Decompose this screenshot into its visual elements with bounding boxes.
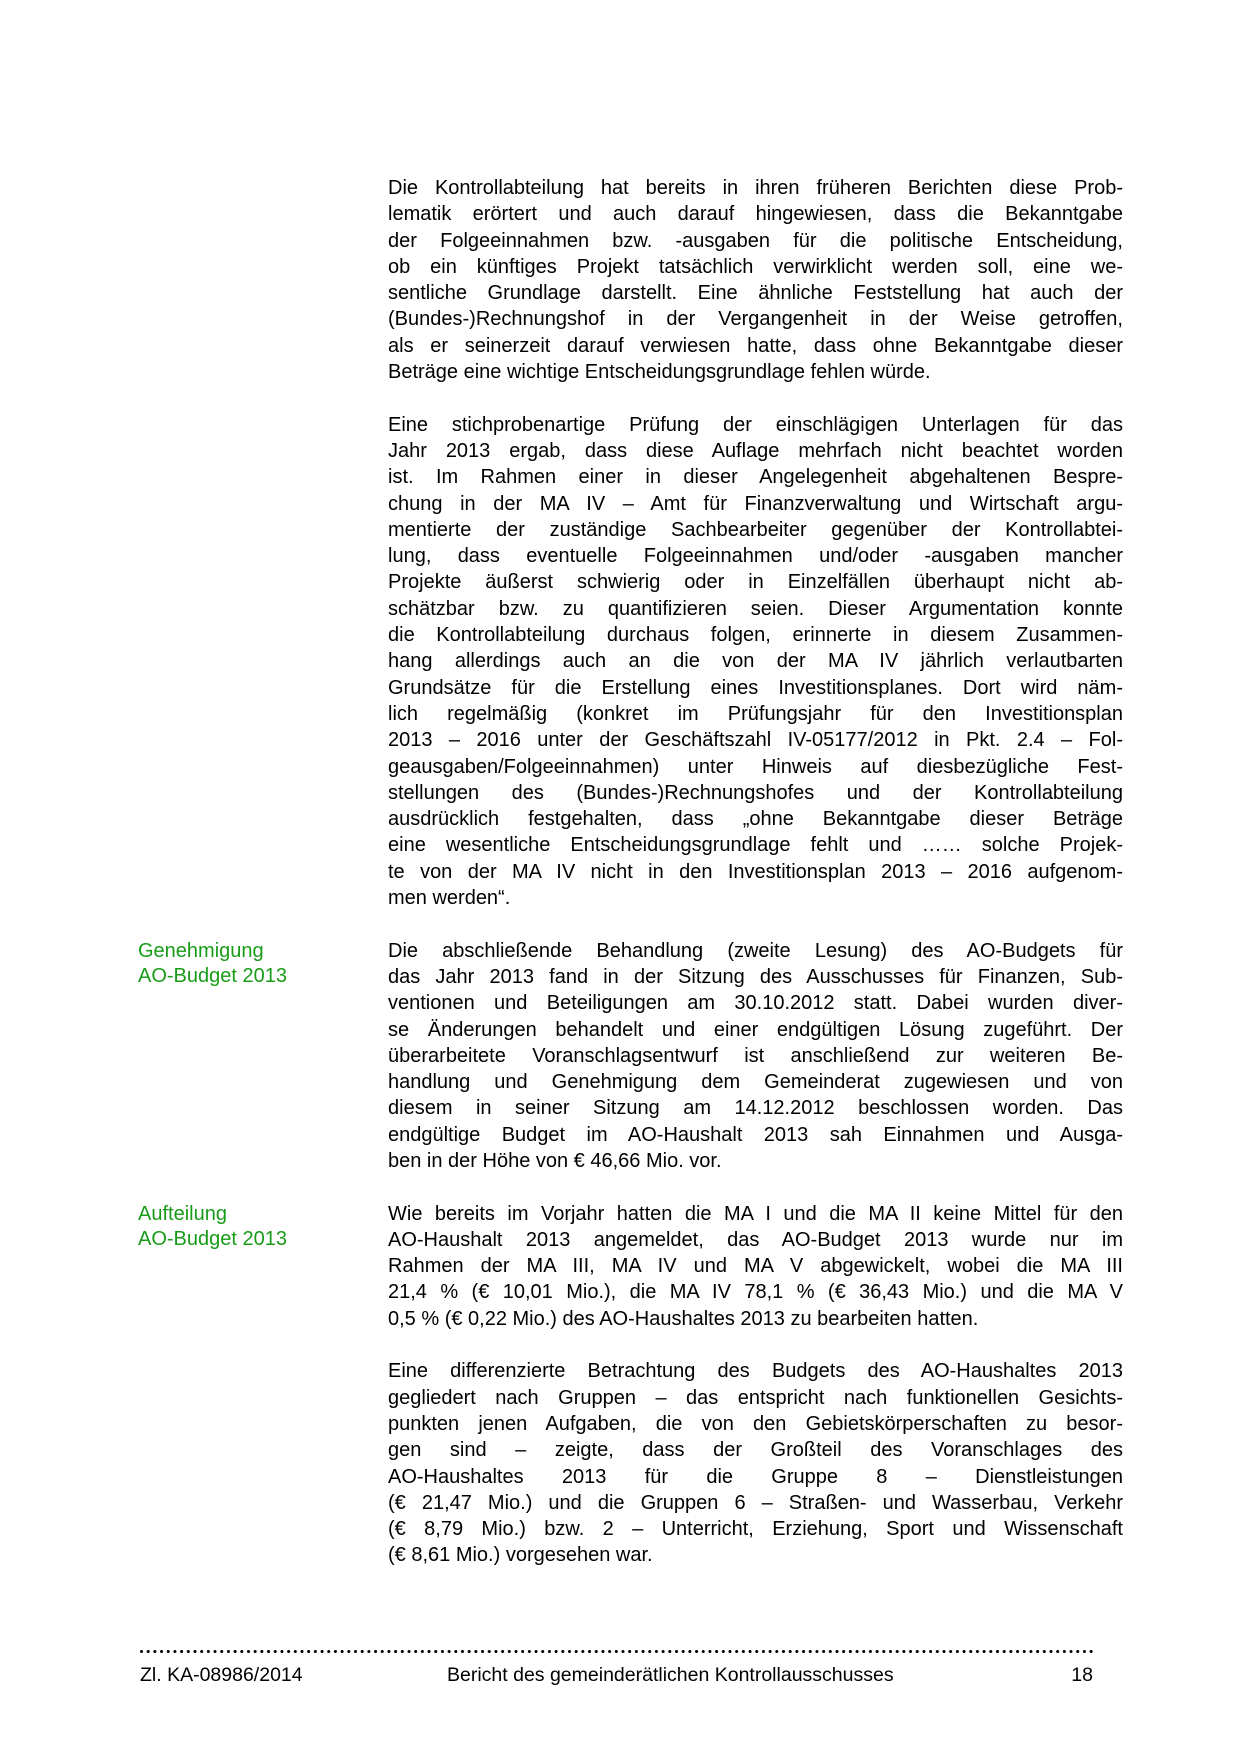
text-line: AO-Haushalt 2013 angemeldet, das AO-Budget 2013 wurde nur im (388, 1228, 1123, 1251)
page-footer (140, 1661, 1093, 1689)
text-line: 21,4 % (€ 10,01 Mio.), die MA IV 78,1 % (€ 36,43 Mio.) und die MA V (388, 1281, 1123, 1304)
margin-note-line: Aufteilung (138, 1202, 227, 1225)
text-line: die Kontrollabteilung durchaus folgen, erinnerte in diesem Zusammen- (388, 624, 1123, 647)
margin-note-line: AO-Budget 2013 (138, 965, 287, 988)
text-line: Eine stichprobenartige Prüfung der einschlägigen Unterlagen für das (388, 413, 1123, 436)
margin-note-line: AO-Budget 2013 (138, 1228, 287, 1251)
footer-reference: Zl. KA-08986/2014 (140, 1664, 303, 1686)
text-line: Wie bereits im Vorjahr hatten die MA I und die MA II keine Mittel für den (388, 1202, 1123, 1225)
text-line: chung in der MA IV – Amt für Finanzverwaltung und Wirtschaft argu- (388, 492, 1123, 515)
text-line: Projekte äußerst schwierig oder in Einzelfällen überhaupt nicht ab- (388, 571, 1123, 594)
text-line: 0,5 % (€ 0,22 Mio.) des AO-Haushaltes 2013 zu bearbeiten hatten. (388, 1307, 979, 1330)
text-line: handlung und Genehmigung dem Gemeinderat zugewiesen und von (388, 1071, 1123, 1094)
text-line: Beträge eine wichtige Entscheidungsgrundlage fehlen würde. (388, 361, 931, 384)
text-line: lung, dass eventuelle Folgeeinnahmen und/oder -ausgaben mancher (388, 545, 1123, 568)
margin-note (138, 1202, 383, 1253)
footer-separator (140, 1650, 1093, 1653)
margin-note-line: Genehmigung (138, 939, 264, 962)
text-line: sentliche Grundlage darstellt. Eine ähnliche Feststellung hat auch der (388, 282, 1123, 305)
text-line: ist. Im Rahmen einer in dieser Angelegenheit abgehaltenen Bespre- (388, 466, 1123, 489)
footer-page-number: 18 (1071, 1664, 1093, 1686)
text-line: (€ 8,79 Mio.) bzw. 2 – Unterricht, Erziehung, Sport und Wissenschaft (388, 1518, 1123, 1541)
margin-note (138, 939, 383, 990)
text-line: überarbeitete Voranschlagsentwurf ist anschließend zur weiteren Be- (388, 1044, 1123, 1067)
text-line: mentierte der zuständige Sachbearbeiter gegenüber der Kontrollabtei- (388, 518, 1123, 541)
text-line: gen sind – zeigte, dass der Großteil des Voranschlages des (388, 1439, 1123, 1462)
text-line: stellungen des (Bundes-)Rechnungshofes und der Kontrollabteilung (388, 781, 1123, 804)
paragraph (388, 1358, 1123, 1568)
text-line: se Änderungen behandelt und einer endgültigen Lösung zugeführt. Der (388, 1018, 1123, 1041)
text-line: schätzbar bzw. zu quantifizieren seien. Dieser Argumentation konnte (388, 597, 1123, 620)
text-line: ausdrücklich festgehalten, dass „ohne Bekanntgabe dieser Beträge (388, 808, 1123, 831)
text-line: (€ 8,61 Mio.) vorgesehen war. (388, 1544, 653, 1567)
text-line: Die Kontrollabteilung hat bereits in ihren früheren Berichten diese Prob- (388, 177, 1123, 199)
text-line: lich regelmäßig (konkret im Prüfungsjahr für den Investitionsplan (388, 702, 1123, 725)
text-line: das Jahr 2013 fand in der Sitzung des Ausschusses für Finanzen, Sub- (388, 965, 1123, 988)
paragraph (388, 412, 1123, 912)
text-line: Die abschließende Behandlung (zweite Lesung) des AO-Budgets für (388, 939, 1123, 962)
text-line: punkten jenen Aufgaben, die von den Gebietskörperschaften zu besor- (388, 1412, 1123, 1435)
text-line: (Bundes-)Rechnungshof in der Vergangenheit in der Weise getroffen, (388, 308, 1123, 331)
footer-title: Bericht des gemeinderätlichen Kontrollausschusses (447, 1664, 894, 1686)
paragraph (138, 1201, 1123, 1332)
text-line: ben in der Höhe von € 46,66 Mio. vor. (388, 1149, 722, 1172)
text-line: lematik erörtert und auch darauf hingewiesen, dass die Bekanntgabe (388, 203, 1123, 226)
paragraph (388, 175, 1123, 385)
text-line: der Folgeeinnahmen bzw. -ausgaben für die politische Entscheidung, (388, 229, 1123, 252)
text-line: als er seinerzeit darauf verwiesen hatte, dass ohne Bekanntgabe dieser (388, 334, 1123, 357)
text-line: ob ein künftiges Projekt tatsächlich verwirklicht werden soll, eine we- (388, 255, 1123, 278)
text-line: endgültige Budget im AO-Haushalt 2013 sah Einnahmen und Ausga- (388, 1123, 1123, 1146)
text-line: (€ 21,47 Mio.) und die Gruppen 6 – Straßen- und Wasserbau, Verkehr (388, 1491, 1123, 1514)
text-line: geausgaben/Folgeeinnahmen) unter Hinweis auf diesbezügliche Fest- (388, 755, 1123, 778)
text-line: eine wesentliche Entscheidungsgrundlage fehlt und …… solche Projek- (388, 834, 1123, 857)
text-line: Eine differenzierte Betrachtung des Budgets des AO-Haushaltes 2013 (388, 1360, 1123, 1383)
text-line: Rahmen der MA III, MA IV und MA V abgewickelt, wobei die MA III (388, 1255, 1123, 1278)
document-body (138, 175, 1123, 1595)
text-line: te von der MA IV nicht in den Investitionsplan 2013 – 2016 aufgenom- (388, 860, 1123, 883)
text-line: 2013 – 2016 unter der Geschäftszahl IV-05177/2012 in Pkt. 2.4 – Fol- (388, 729, 1123, 752)
text-line: AO-Haushaltes 2013 für die Gruppe 8 – Dienstleistungen (388, 1465, 1123, 1488)
text-line: diesem in seiner Sitzung am 14.12.2012 beschlossen worden. Das (388, 1097, 1123, 1120)
text-line: Jahr 2013 ergab, dass diese Auflage mehrfach nicht beachtet worden (388, 439, 1123, 462)
paragraph (138, 938, 1123, 1175)
text-line: men werden“. (388, 887, 511, 910)
text-line: ventionen und Beteiligungen am 30.10.2012 statt. Dabei wurden diver- (388, 992, 1123, 1015)
text-line: gegliedert nach Gruppen – das entspricht nach funktionellen Gesichts- (388, 1386, 1123, 1409)
text-line: Grundsätze für die Erstellung eines Investitionsplanes. Dort wird näm- (388, 676, 1123, 699)
text-line: hang allerdings auch an die von der MA IV jährlich verlautbarten (388, 650, 1123, 673)
